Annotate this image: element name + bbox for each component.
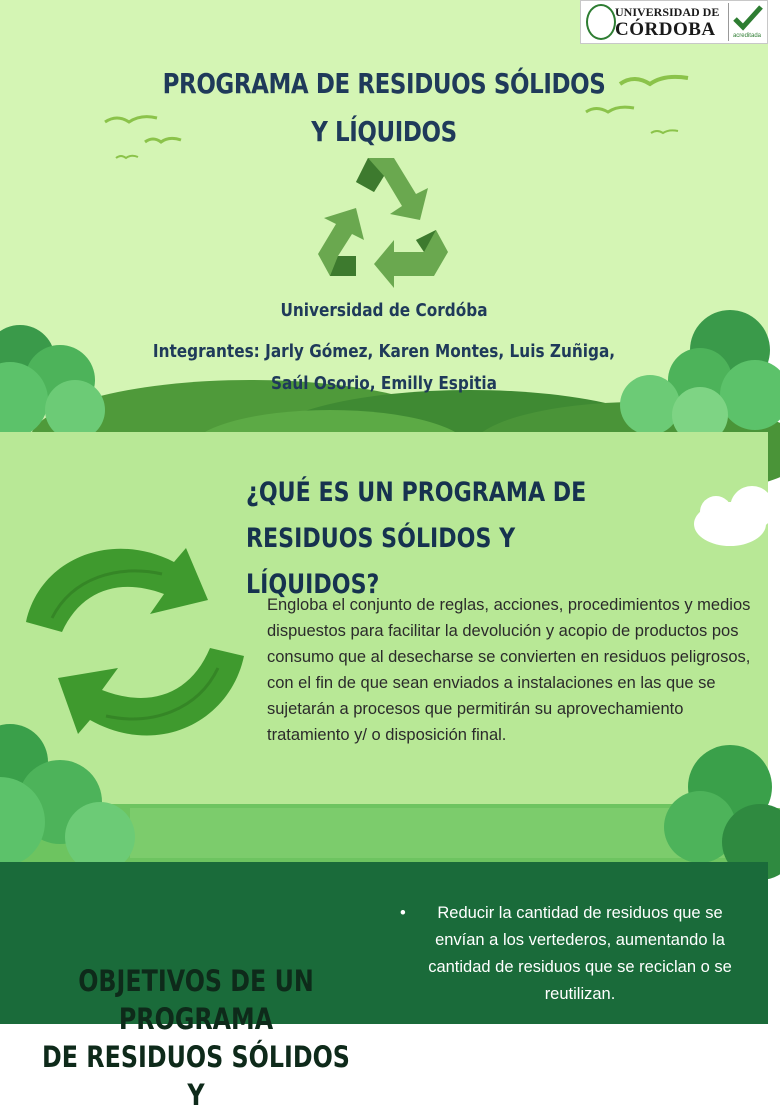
definition-title-line2: RESIDUOS SÓLIDOS Y LÍQUIDOS? [246, 523, 516, 600]
university-seal-icon [586, 4, 616, 40]
objectives-list [400, 900, 740, 1008]
definition-title [246, 470, 656, 608]
accreditation-label: acreditada [732, 33, 761, 39]
objectives-section [0, 862, 768, 1112]
university-logo [580, 0, 768, 44]
accreditation-check-icon [728, 3, 765, 41]
team-members-line2: Saúl Osorio, Emilly Espitia [271, 373, 497, 394]
cover-title: PROGRAMA DE RESIDUOS SÓLIDOS Y LÍQUIDOS [162, 67, 606, 148]
objectives-title-line1: OBJETIVOS DE UN PROGRAMA [78, 964, 314, 1036]
definition-section [0, 432, 768, 862]
team-members [151, 336, 617, 400]
definition-body: Engloba el conjunto de reglas, acciones, procedimientos y medios dispuestos para facilitar la devolución y acopio de productos pos consumo que al desecharse se convierten en residuos peligrosos, con el fin de que sean enviados a instalaciones en las que se sujetarán a procesos que permitirán su aprovechamiento tratamiento y/ o disposición final. [267, 596, 751, 744]
logo-line1: UNIVERSIDAD DE [615, 5, 720, 19]
objectives-title-line2: DE RESIDUOS SÓLIDOS Y [42, 1040, 350, 1112]
team-members-line1: Integrantes: Jarly Gómez, Karen Montes, Luis Zuñiga, [152, 341, 616, 362]
cover-section [0, 0, 768, 432]
logo-line2: CÓRDOBA [615, 19, 716, 40]
cycle-arrows-icon [22, 538, 252, 758]
recycle-icon [316, 148, 450, 282]
objectives-title [35, 962, 356, 1114]
list-item: • Reducir la cantidad de residuos que se envían a los vertederos, aumentando la cantidad de residuos que se reciclan o se reutilizan. [400, 900, 740, 1008]
university-name: Universidad de Cordóba [280, 300, 488, 321]
cloud-icon [690, 482, 780, 552]
definition-title-line1: ¿QUÉ ES UN PROGRAMA DE [246, 477, 587, 508]
